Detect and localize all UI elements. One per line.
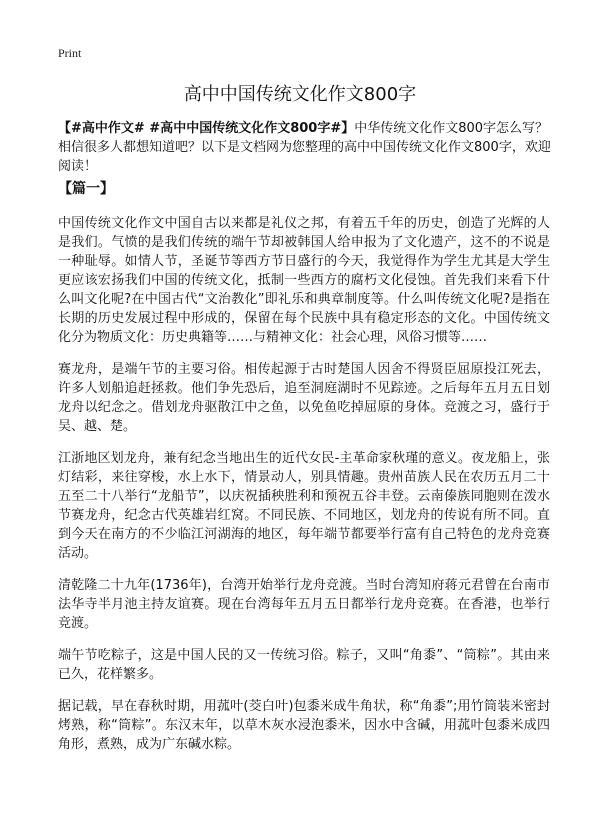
page-title: 高中中国传统文化作文800字: [183, 84, 417, 105]
paragraph-1: 中国传统文化作文中国自古以来都是礼仪之邦，有着五千年的历史，创造了光辉的人是我们。气愤的是我们传统的端午节却被韩国人给申报为了文化遗产，这不的不说是一种耻辱。如情人节，圣诞节等西方节日盛行的今天，我觉得作为学生尤其是大学生更应该宏扬我们中国的传统文化，抵制一些西方的腐朽文化侵蚀。首先我们来看下什么叫文化呢?在中国古代“文治教化”即礼乐和典章制度等。什么叫传统文化呢?是指在长期的历史发展过程中形成的，保留在每个民族中具有稳定形态的文化。中国传统文化分为物质文化：历史典籍等……与精神文化：社会心理，风俗习惯等……: [58, 216, 550, 345]
article-body: [58, 214, 550, 767]
paragraph-5: 端午节吃粽子，这是中国人民的又一传统习俗。粽子，又叫“角黍”、“筒粽”。其由来已久，花样繁多。: [58, 648, 550, 682]
intro-tags: 【#高中作文# #高中中国传统文化作文800字#】: [58, 121, 355, 136]
intro-text: 中华传统文化作文800字怎么写？相信很多人都想知道吧？以下是文档网为您整理的高中中国传统文化作文800字，欢迎阅读！: [58, 121, 551, 174]
paragraph-6: 据记载，早在春秋时期，用菰叶(茭白叶)包黍米成牛角状，称“角黍”;用竹筒装米密封烤熟，称“筒粽”。东汉末年，以草木灰水浸泡黍米，因水中含碱，用菰叶包黍米成四角形，煮熟，成为广东碱水粽。: [58, 699, 550, 752]
intro-paragraph: [58, 119, 558, 176]
paragraph-4: 清乾隆二十九年(1736年)，台湾开始举行龙舟竞渡。当时台湾知府蒋元君曾在台南市法华寺半月池主持友谊赛。现在台湾每年五月五日都举行龙舟竞赛。在香港，也举行竞渡。: [58, 578, 550, 631]
paragraph-2: 赛龙舟，是端午节的主要习俗。相传起源于古时楚国人因舍不得贤臣屈原投江死去，许多人划船追赶拯救。他们争先恐后，追至洞庭湖时不见踪迹。之后每年五月五日划龙舟以纪念之。借划龙舟驱散江中之鱼，以免鱼吃掉屈原的身体。竞渡之习，盛行于吴、越、楚。: [58, 362, 550, 434]
print-label[interactable]: Print: [58, 46, 82, 60]
paragraph-3: 江浙地区划龙舟，兼有纪念当地出生的近代女民-主革命家秋瑾的意义。夜龙船上，张灯结彩，来往穿梭，水上水下，情景动人，别具情趣。贵州苗族人民在农历五月二十五至二十八举行“龙船节”，以庆祝插秧胜利和预祝五谷丰登。云南傣族同胞则在泼水节赛龙舟，纪念古代英雄岩红窝。不同民族、不同地区，划龙舟的传说有所不同。直到今天在南方的不少临江河湖海的地区，每年端节都要举行富有自己特色的龙舟竞赛活动。: [58, 451, 550, 561]
section-heading: 【篇一】: [58, 181, 114, 197]
